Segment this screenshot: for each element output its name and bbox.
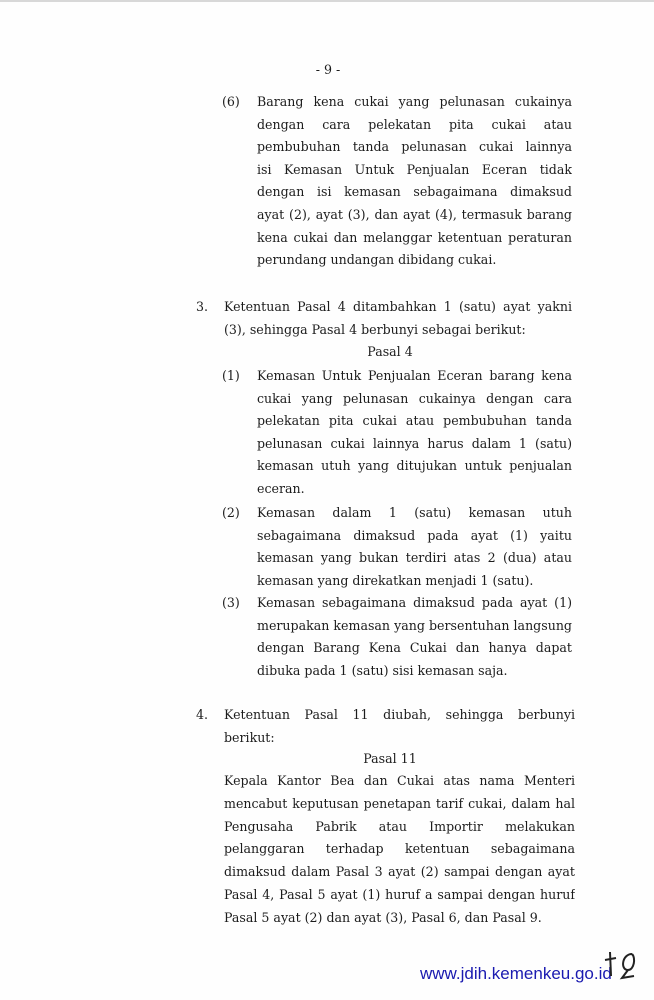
paraf-signature [602, 948, 642, 982]
text-line: dengan Barang Kena Cukai dan hanya dapat [257, 640, 572, 656]
text-line: Pasal 5 ayat (2) dan ayat (3), Pasal 6, dan Pasal 9. [224, 909, 542, 925]
text-line: kemasan yang bukan terdiri atas 2 (dua) atau [257, 550, 572, 566]
text-line: Pengusaha Pabrik atau Importir melakukan [224, 818, 575, 834]
point-number: 4. [196, 707, 209, 722]
text-line: kemasan yang direkatkan menjadi 1 (satu). [257, 572, 534, 588]
text-line: dengan cara pelekatan pita cukai atau [257, 116, 572, 132]
text-line: kena cukai dan melanggar ketentuan peraturan [257, 229, 572, 245]
text-line: Kemasan dalam 1 (satu) kemasan utuh [257, 505, 572, 520]
ayat-number: (3) [222, 595, 240, 610]
text-line: Ketentuan Pasal 11 diubah, sehingga berbunyi [224, 707, 575, 722]
text-line: Barang kena cukai yang pelunasan cukainya [257, 94, 572, 109]
article-heading: Pasal 4 [367, 344, 413, 359]
text-line: Pasal 4, Pasal 5 ayat (1) huruf a sampai dengan huruf [224, 887, 575, 903]
text-line: pembubuhan tanda pelunasan cukai lainnya [257, 139, 572, 155]
text-line: eceran. [257, 481, 305, 496]
text-line: perundang undangan dibidang cukai. [257, 252, 497, 268]
text-line: merupakan kemasan yang bersentuhan langsung [257, 617, 572, 633]
text-line: isi Kemasan Untuk Penjualan Eceran tidak [257, 161, 572, 177]
text-line: sebagaimana dimaksud pada ayat (1) yaitu [257, 527, 572, 543]
point-number: 3. [196, 299, 209, 314]
text-line: kemasan utuh yang ditujukan untuk penjualan [257, 458, 572, 474]
website-link[interactable]: www.jdih.kemenkeu.go.id [420, 964, 612, 983]
scan-edge [0, 0, 654, 2]
text-line: Kemasan Untuk Penjualan Eceran barang kena [257, 368, 572, 383]
text-line: pelunasan cukai lainnya harus dalam 1 (satu) [257, 435, 572, 451]
text-line: Kepala Kantor Bea dan Cukai atas nama Menteri [224, 773, 575, 788]
text-line: ayat (2), ayat (3), dan ayat (4), termasuk barang [257, 207, 572, 222]
text-line: Kemasan sebagaimana dimaksud pada ayat (1) [257, 595, 572, 610]
text-line: (3), sehingga Pasal 4 berbunyi sebagai berikut: [224, 321, 526, 337]
text-line: pelekatan pita cukai atau pembubuhan tanda [257, 413, 572, 429]
text-line: berikut: [224, 729, 275, 745]
text-line: mencabut keputusan penetapan tarif cukai, dalam hal [224, 795, 575, 811]
text-line: cukai yang pelunasan cukainya dengan cara [257, 390, 572, 406]
ayat-number: (2) [222, 505, 240, 520]
page-number: - 9 - [315, 62, 341, 77]
text-line: dibuka pada 1 (satu) sisi kemasan saja. [257, 662, 508, 678]
text-line: dengan isi kemasan sebagaimana dimaksud [257, 184, 572, 200]
text-line: pelanggaran terhadap ketentuan sebagaimana [224, 841, 575, 857]
ayat-number: (1) [222, 368, 240, 383]
article-heading: Pasal 11 [363, 751, 417, 766]
ayat-number: (6) [222, 94, 240, 109]
text-line: dimaksud dalam Pasal 3 ayat (2) sampai dengan ayat [224, 864, 575, 880]
text-line: Ketentuan Pasal 4 ditambahkan 1 (satu) ayat yakni [224, 299, 572, 314]
